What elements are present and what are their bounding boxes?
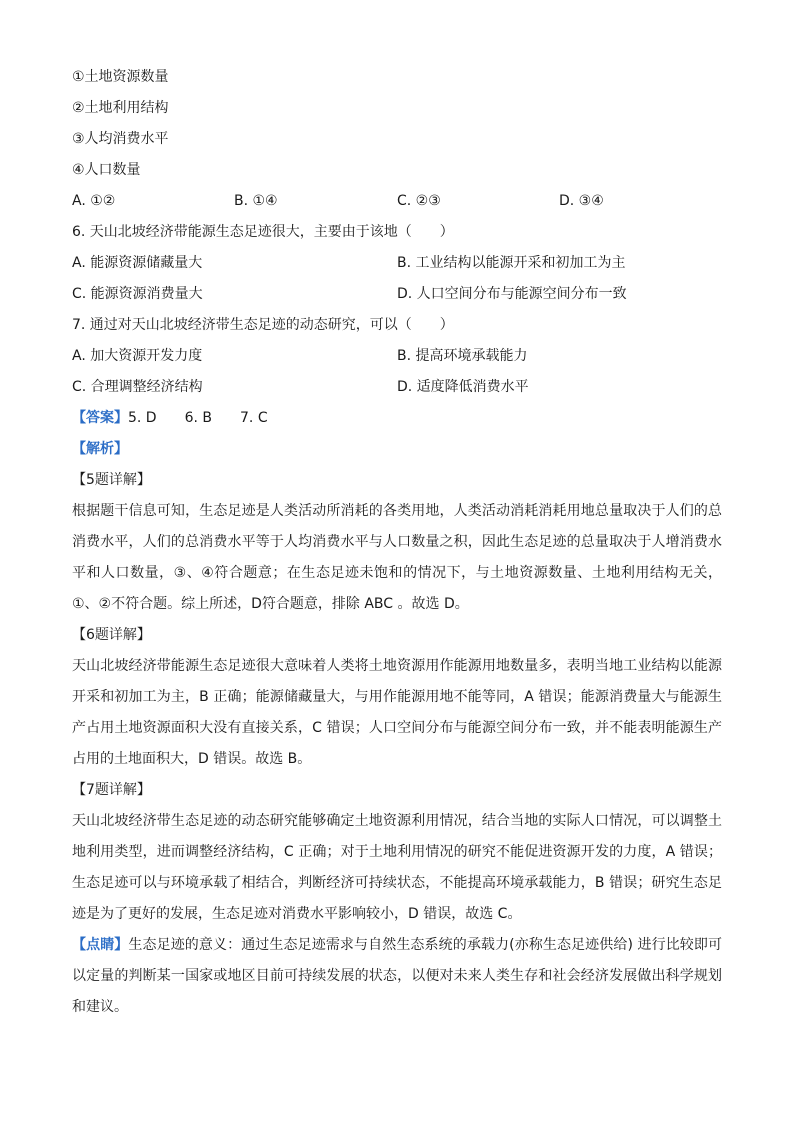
answer-6: 6. B bbox=[184, 410, 213, 426]
q5-item-1: ①土地资源数量 bbox=[72, 69, 169, 85]
q5-item-3: ③人均消费水平 bbox=[72, 131, 169, 147]
q6-option-d: D. 人口空间分布与能源空间分布一致 bbox=[397, 286, 627, 302]
q6-stem: 6. 天山北坡经济带能源生态足迹很大，主要由于该地（ ） bbox=[72, 224, 454, 240]
q5-option-a: A. ①② bbox=[72, 193, 116, 209]
q5-option-d: D. ③④ bbox=[559, 193, 604, 209]
exam-page bbox=[72, 62, 722, 1023]
q6-option-a: A. 能源资源储藏量大 bbox=[72, 255, 203, 271]
q5-item-2: ②土地利用结构 bbox=[72, 100, 169, 116]
q7-stem: 7. 通过对天山北坡经济带生态足迹的动态研究，可以（ ） bbox=[72, 317, 454, 333]
d5-explanation: 根据题干信息可知，生态足迹是人类活动所消耗的各类用地，人类活动消耗消耗用地总量取决于人们的总消费水平，人们的总消费水平等于人均消费水平与人口数量之积，因此生态足迹的总量取决于人增消费水平和人口数量，③、④符合题意；在生态足迹未饱和的情况下，与土地资源数量、土地利用结构无关，①、②不符合题。综上所述，D符合题意，排除 ABC 。故选 D。 bbox=[72, 503, 722, 612]
q6-options-row-1 bbox=[72, 248, 722, 279]
q6-option-b: B. 工业结构以能源开采和初加工为主 bbox=[397, 255, 626, 271]
answer-tag: 【答案】 bbox=[72, 410, 128, 426]
answer-line bbox=[72, 403, 722, 434]
q5-item-4: ④人口数量 bbox=[72, 162, 141, 178]
d7-heading: 【7题详解】 bbox=[72, 782, 151, 798]
answer-5: 5. D bbox=[128, 410, 157, 426]
comment-text: 生态足迹的意义：通过生态足迹需求与自然生态系统的承载力(亦称生态足迹供给) 进行比较即可以定量的判断某一国家或地区目前可持续发展的状态，以便对未来人类生存和社会经济发展做出科学规划和建议。 bbox=[72, 937, 723, 1015]
d5-heading: 【5题详解】 bbox=[72, 472, 151, 488]
comment-block bbox=[72, 930, 722, 1023]
d6-explanation: 天山北坡经济带能源生态足迹很大意味着人类将土地资源用作能源用地数量多，表明当地工业结构以能源开采和初加工为主，B 正确；能源储藏量大，与用作能源用地不能等同，A 错误；能源消费量大与能源生产占用土地资源面积大没有直接关系，C 错误；人口空间分布与能源空间分布一致，并不能表明能源生产占用的土地面积大，D 错误。故选 B。 bbox=[72, 658, 722, 767]
answer-7: 7. C bbox=[240, 410, 268, 426]
q7-option-b: B. 提高环境承载能力 bbox=[397, 348, 528, 364]
q7-option-c: C. 合理调整经济结构 bbox=[72, 379, 203, 395]
q5-option-c: C. ②③ bbox=[397, 193, 441, 209]
q7-options-row-1 bbox=[72, 341, 722, 372]
q7-options-row-2 bbox=[72, 372, 722, 403]
q5-option-b: B. ①④ bbox=[234, 193, 278, 209]
q5-options bbox=[72, 186, 722, 217]
comment-tag: 【点睛】 bbox=[72, 937, 129, 953]
analysis-tag: 【解析】 bbox=[72, 441, 128, 457]
d6-heading: 【6题详解】 bbox=[72, 627, 151, 643]
q7-option-a: A. 加大资源开发力度 bbox=[72, 348, 203, 364]
q6-option-c: C. 能源资源消费量大 bbox=[72, 286, 203, 302]
q7-option-d: D. 适度降低消费水平 bbox=[397, 379, 529, 395]
d7-explanation: 天山北坡经济带生态足迹的动态研究能够确定土地资源利用情况，结合当地的实际人口情况，可以调整土地利用类型，进而调整经济结构，C 正确；对于土地利用情况的研究不能促进资源开发的力度，A 错误；生态足迹可以与环境承载了相结合，判断经济可持续状态，不能提高环境承载能力，B 错误；研究生态足迹是为了更好的发展，生态足迹对消费水平影响较小，D 错误，故选 C。 bbox=[72, 813, 722, 922]
analysis-heading bbox=[72, 434, 722, 465]
q6-options-row-2 bbox=[72, 279, 722, 310]
